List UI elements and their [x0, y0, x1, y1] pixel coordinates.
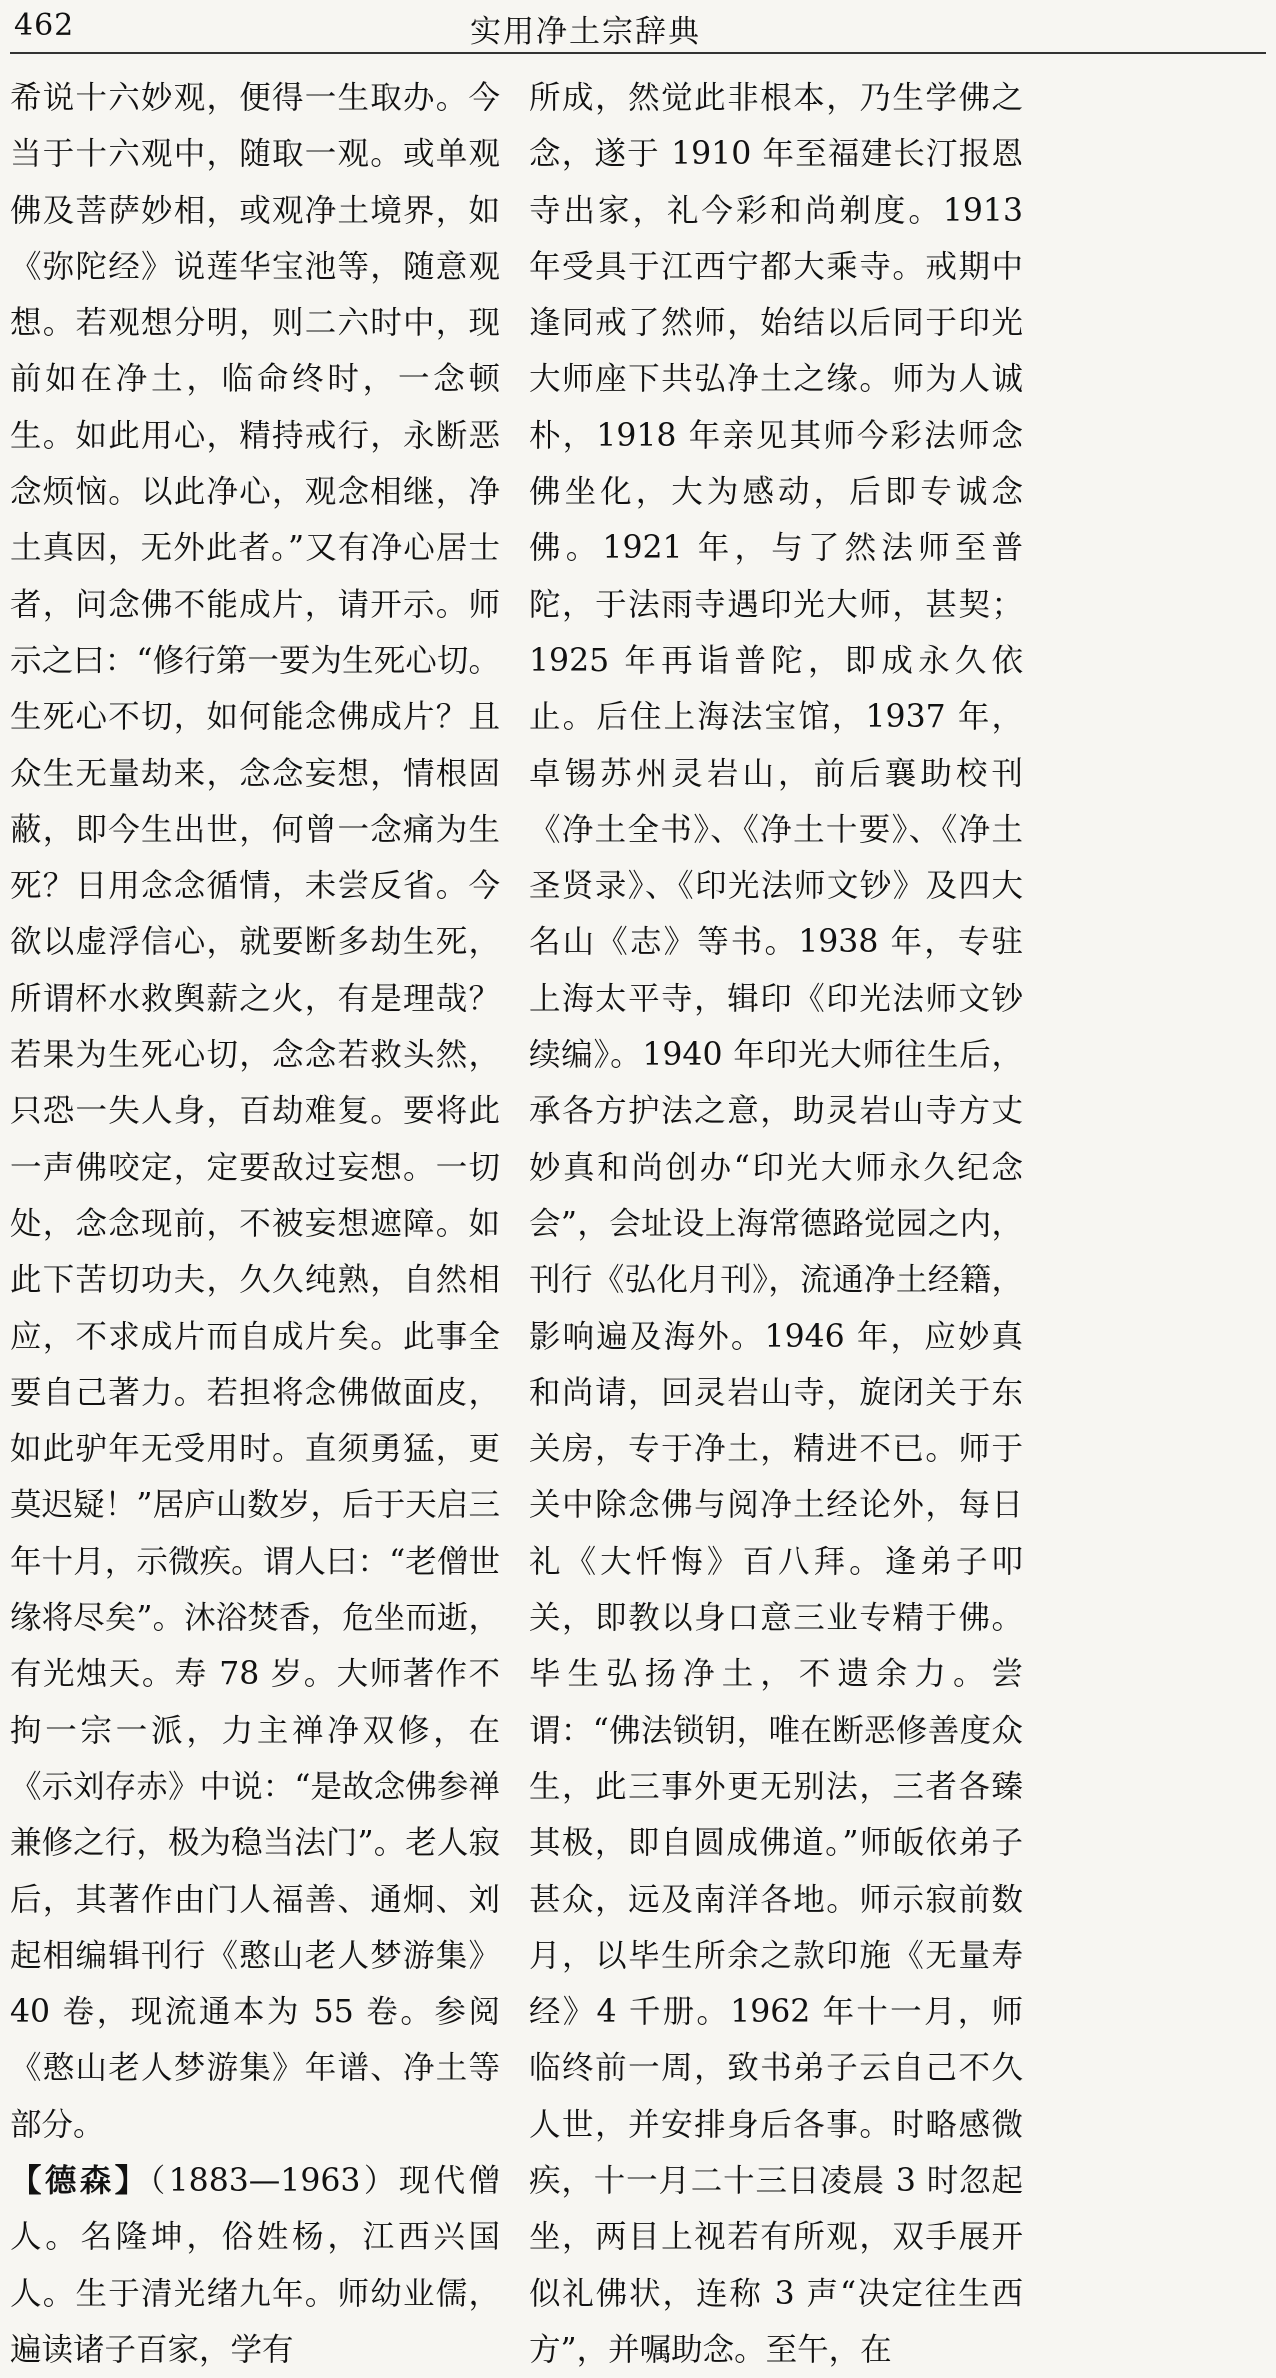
left-column — [10, 70, 500, 2378]
entry-term: 【德森】 — [10, 2161, 150, 2199]
page-header — [0, 0, 1276, 58]
right-column — [529, 70, 1023, 2378]
entry-body: （1883—1963）现代僧人。名隆坤，俗姓杨，江西兴国人。生于清光绪九年。师幼业儒，遍读诸子百家，学有 — [10, 2162, 500, 2368]
right-paragraph-1: 所成，然觉此非根本，乃生学佛之念，遂于 1910 年至福建长汀报恩寺出家，礼今彩和尚剃度。1913 年受具于江西宁都大乘寺。戒期中逢同戒了然师，始结以后同于印光大师座下共弘净土之缘。师为人诚朴，1918 年亲见其师今彩法师念佛坐化，大为感动，后即专诚念佛。1921 年，与了然法师至普陀，于法雨寺遇印光大师，甚契；1925 年再诣普陀，即成永久依止。后住上海法宝馆，1937 年，卓锡苏州灵岩山，前后襄助校刊《净土全书》、《净土十要》、《净土圣贤录》、《印光法师文钞》及四大名山《志》等书。1938 年，专驻上海太平寺，辑印《印光法师文钞续编》。1940 年印光大师往生后，承各方护法之意，助灵岩山寺方丈妙真和尚创办“印光大师永久纪念会”，会址设上海常德路觉园之内，刊行《弘化月刊》，流通净土经籍，影响遍及海外。1946 年，应妙真和尚请，回灵岩山寺，旋闭关于东关房，专于净土，精进不已。师于关中除念佛与阅净土经论外，每日礼《大忏悔》百八拜。逢弟子叩关，即教以身口意三业专精于佛。毕生弘扬净土，不遗余力。尝谓：“佛法锁钥，唯在断恶修善度众生，此三事外更无别法，三者各臻其极，即自圆成佛道。”师皈依弟子甚众，远及南洋各地。师示寂前数月，以毕生所余之款印施《无量寿经》4 千册。1962 年十一月，师临终前一周，致书弟子云自己不久人世，并安排身后各事。时略感微疾，十一月二十三日凌晨 3 时忽起坐，两目上视若有所观，双手展开似礼佛状，连称 3 声“决定往生西方”，并嘱助念。至午，在 — [529, 80, 1023, 2368]
left-paragraph-1: 希说十六妙观，便得一生取办。今当于十六观中，随取一观。或单观佛及菩萨妙相，或观净土境界，如《弥陀经》说莲华宝池等，随意观想。若观想分明，则二六时中，现前如在净土，临命终时，一念顿生。如此用心，精持戒行，永断恶念烦恼。以此净心，观念相继，净土真因，无外此者。”又有净心居士者，问念佛不能成片，请开示。师示之曰：“修行第一要为生死心切。生死心不切，如何能念佛成片？且众生无量劫来，念念妄想，情根固蔽，即今生出世，何曾一念痛为生死？日用念念循情，未尝反省。今欲以虚浮信心，就要断多劫生死，所谓杯水救舆薪之火，有是理哉？若果为生死心切，念念若救头然，只恐一失人身，百劫难复。要将此一声佛咬定，定要敌过妄想。一切处，念念现前，不被妄想遮障。如此下苦切功夫，久久纯熟，自然相应，不求成片而自成片矣。此事全要自己著力。若担将念佛做面皮，如此驴年无受用时。直须勇猛，更莫迟疑！”居庐山数岁，后于天启三年十月，示微疾。谓人曰：“老僧世缘将尽矣”。沐浴焚香，危坐而逝，有光烛天。寿 78 岁。大师著作不拘一宗一派，力主禅净双修，在《示刘存赤》中说：“是故念佛参禅兼修之行，极为稳当法门”。老人寂后，其著作由门人福善、通炯、刘起相编辑刊行《憨山老人梦游集》40 卷，现流通本为 55 卷。参阅《憨山老人梦游集》年谱、净土等部分。 — [10, 80, 500, 2143]
book-title: 实用净土宗辞典 — [470, 14, 701, 50]
header-rule — [10, 52, 1266, 54]
page-number: 462 — [14, 8, 75, 43]
entry-deseng — [10, 2153, 500, 2378]
